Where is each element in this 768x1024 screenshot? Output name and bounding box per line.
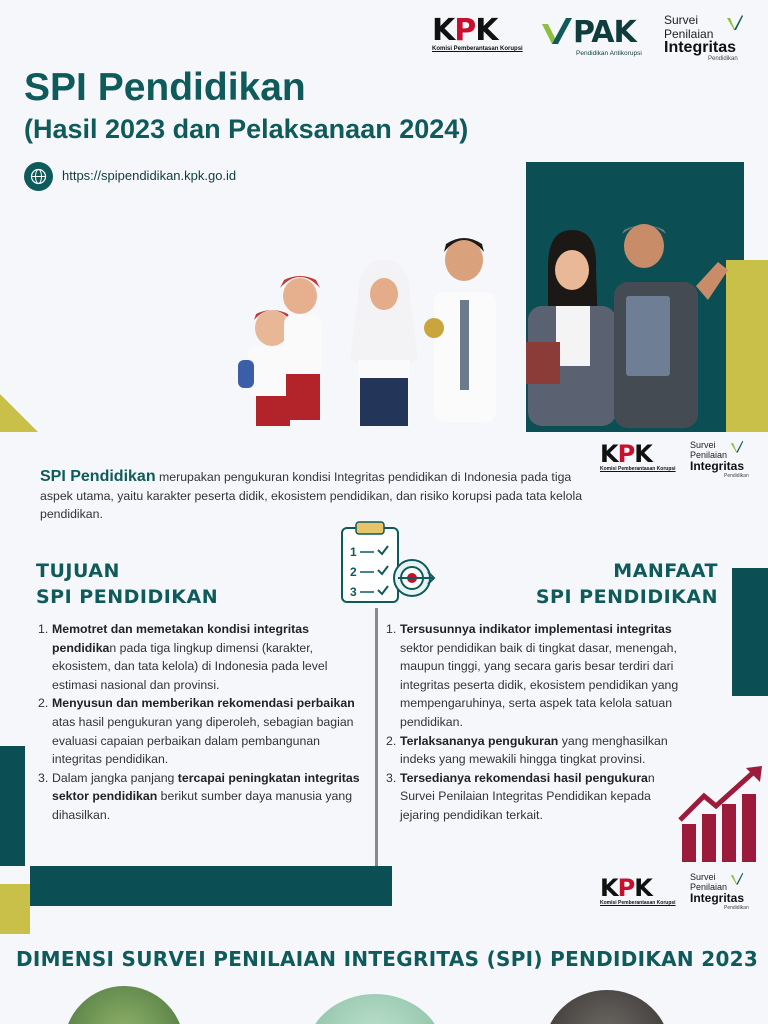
kpk-bottom-p: P (617, 874, 635, 902)
manfaat-item-1-bold: Tersusunnya indikator implementasi integritas (400, 622, 672, 636)
tujuan-item-3 (38, 769, 368, 825)
dimensi-photo-2 (306, 994, 444, 1024)
dimensi-photo-3 (544, 990, 670, 1024)
spi-logo-small (690, 440, 760, 479)
kpk-logo-bottom (600, 876, 684, 906)
tujuan-heading-line2: SPI PENDIDIKAN (36, 586, 219, 608)
spi-logo-line3: Integritas (664, 39, 737, 56)
bottom-teal-bar (30, 866, 392, 906)
tujuan-item-1-num: 1. (38, 622, 49, 636)
manfaat-heading-line2: SPI PENDIDIKAN (535, 586, 718, 608)
spi-logo-line2: Penilaian (664, 27, 714, 41)
checklist-mark-3: 3 (350, 585, 357, 599)
checklist-mark-2: 2 (350, 565, 357, 579)
manfaat-heading-line1: MANFAAT (613, 560, 718, 582)
tujuan-item-2-text: atas hasil pengukuran yang diperoleh, sebagian bagian evaluasi capaian perbaikan dalam pembangunan integritas pendidikan. (52, 714, 354, 767)
tujuan-heading (36, 558, 218, 610)
checklist-mark-1: 1 (350, 545, 357, 559)
manfaat-item-3-text: n Survei Penilaian Integritas Pendidikan kepada jejaring pendidikan terkait. (400, 770, 655, 822)
manfaat-item-3 (386, 769, 704, 825)
spi-leaf-icon (726, 14, 744, 32)
spi-small-line1: Survei (690, 440, 716, 450)
manfaat-item-2-bold: Terlaksananya pengukuran (400, 733, 559, 748)
growth-chart-icon (676, 764, 768, 864)
spi-bottom-line2: Penilaian (690, 882, 728, 892)
website-link[interactable]: https://spipendidikan.kpk.go.id (62, 168, 237, 183)
spi-bottom-leaf-icon (730, 872, 744, 886)
spi-small-line3: Integritas (690, 459, 745, 473)
column-divider (375, 608, 378, 866)
pak-logo-text: PAK (573, 15, 636, 50)
spi-small-line2: Penilaian (690, 450, 728, 460)
intro-paragraph (40, 468, 602, 524)
tujuan-item-2-num: 2. (38, 696, 49, 711)
manfaat-item-2-text: yang menghasilkan indeks yang mewakili hingga tingkat provinsi. (400, 733, 668, 767)
tujuan-item-1-text: n pada tiga lingkup dimensi (karakter, ekosistem, dan tata kelola) di Indonesia pada level estimasi nasional dan provinsi. (52, 640, 328, 692)
tujuan-list (38, 620, 368, 825)
dimensi-photo-1 (64, 986, 184, 1024)
manfaat-item-2-num: 2. (386, 733, 397, 748)
tujuan-heading-line1: TUJUAN (36, 560, 120, 582)
pak-logo-subtitle: Pendidikan Antikorupsi (576, 50, 642, 57)
manfaat-item-3-num: 3. (386, 770, 397, 785)
manfaat-item-2 (386, 732, 704, 769)
kpk-small-k2: K (634, 440, 652, 468)
students-photo (208, 210, 768, 432)
tujuan-item-3-bold: tercapai peningkatan integritas sektor pendidikan (52, 770, 360, 804)
kpk-bottom-k: K (600, 874, 618, 902)
spi-logo-bottom (690, 872, 760, 911)
kpk-logo-k: K (432, 13, 455, 48)
manfaat-list (386, 620, 704, 825)
page-subtitle: (Hasil 2023 dan Pelaksanaan 2024) (24, 114, 469, 144)
spi-bottom-line4: Pendidikan (724, 905, 749, 911)
page-title: SPI Pendidikan (24, 66, 306, 109)
manfaat-item-1 (386, 620, 704, 732)
kpk-logo-subtitle: Komisi Pemberantasan Korupsi (432, 46, 523, 52)
kpk-bottom-subtitle: Komisi Pemberantasan Korupsi (600, 900, 676, 906)
spi-logo-line4: Pendidikan (708, 56, 738, 62)
tujuan-item-1-bold: Memotret dan memetakan kondisi integritas pendidika (52, 622, 309, 655)
bottom-olive-block (0, 884, 30, 934)
manfaat-heading (470, 558, 718, 610)
hero-olive-triangle (0, 394, 40, 434)
spi-logo-line1: Survei (664, 13, 699, 27)
manfaat-item-3-bold: Tersedianya rekomendasi hasil pengukura (400, 770, 648, 785)
kpk-small-k: K (600, 440, 618, 468)
left-teal-bar (0, 746, 25, 866)
tujuan-item-2 (38, 694, 368, 768)
kpk-logo-small (600, 442, 684, 472)
pak-check-icon (540, 16, 574, 48)
spi-logo (664, 14, 750, 62)
kpk-small-p: P (617, 440, 635, 468)
tujuan-item-2-bold: Menyusun dan memberikan rekomendasi perbaikan (52, 696, 355, 711)
tujuan-item-3-num: 3. (38, 770, 49, 785)
kpk-logo-p: P (454, 13, 476, 48)
spi-small-line4: Pendidikan (724, 473, 749, 479)
tujuan-item-3-text: berikut sumber daya manusia yang dihasilkan. (52, 789, 353, 822)
manfaat-item-1-num: 1. (386, 622, 397, 636)
manfaat-item-1-text: sektor pendidikan baik di tingkat dasar, menengah, maupun tinggi, yang secara garis besar terdiri dari integritas peserta didik, ekosistem pendidikan yang mempengaruhinya, serta aspek tata kelola satuan pendidikan. (400, 640, 679, 729)
spi-bottom-line3: Integritas (690, 891, 745, 905)
right-teal-bar (732, 568, 768, 696)
kpk-bottom-k2: K (634, 874, 652, 902)
intro-text: merupakan pengukuran kondisi Integritas pendidikan di Indonesia pada tiga aspek utama, yaitu karakter peserta didik, ekosistem pendidikan, dan risiko korupsi pada tata kelola pendidikan. (40, 470, 583, 522)
spi-bottom-line1: Survei (690, 872, 716, 882)
tujuan-item-3-pre: Dalam jangka panjang (52, 770, 178, 785)
spi-small-leaf-icon (730, 440, 744, 454)
tujuan-item-1 (38, 620, 368, 694)
intro-lead: SPI Pendidikan (40, 468, 156, 485)
kpk-logo (432, 13, 536, 52)
kpk-logo-k2: K (475, 13, 498, 48)
globe-icon (24, 162, 53, 191)
dimensi-title: DIMENSI SURVEI PENILAIAN INTEGRITAS (SPI) PENDIDIKAN 2023 (16, 947, 759, 971)
kpk-small-subtitle: Komisi Pemberantasan Korupsi (600, 466, 676, 472)
